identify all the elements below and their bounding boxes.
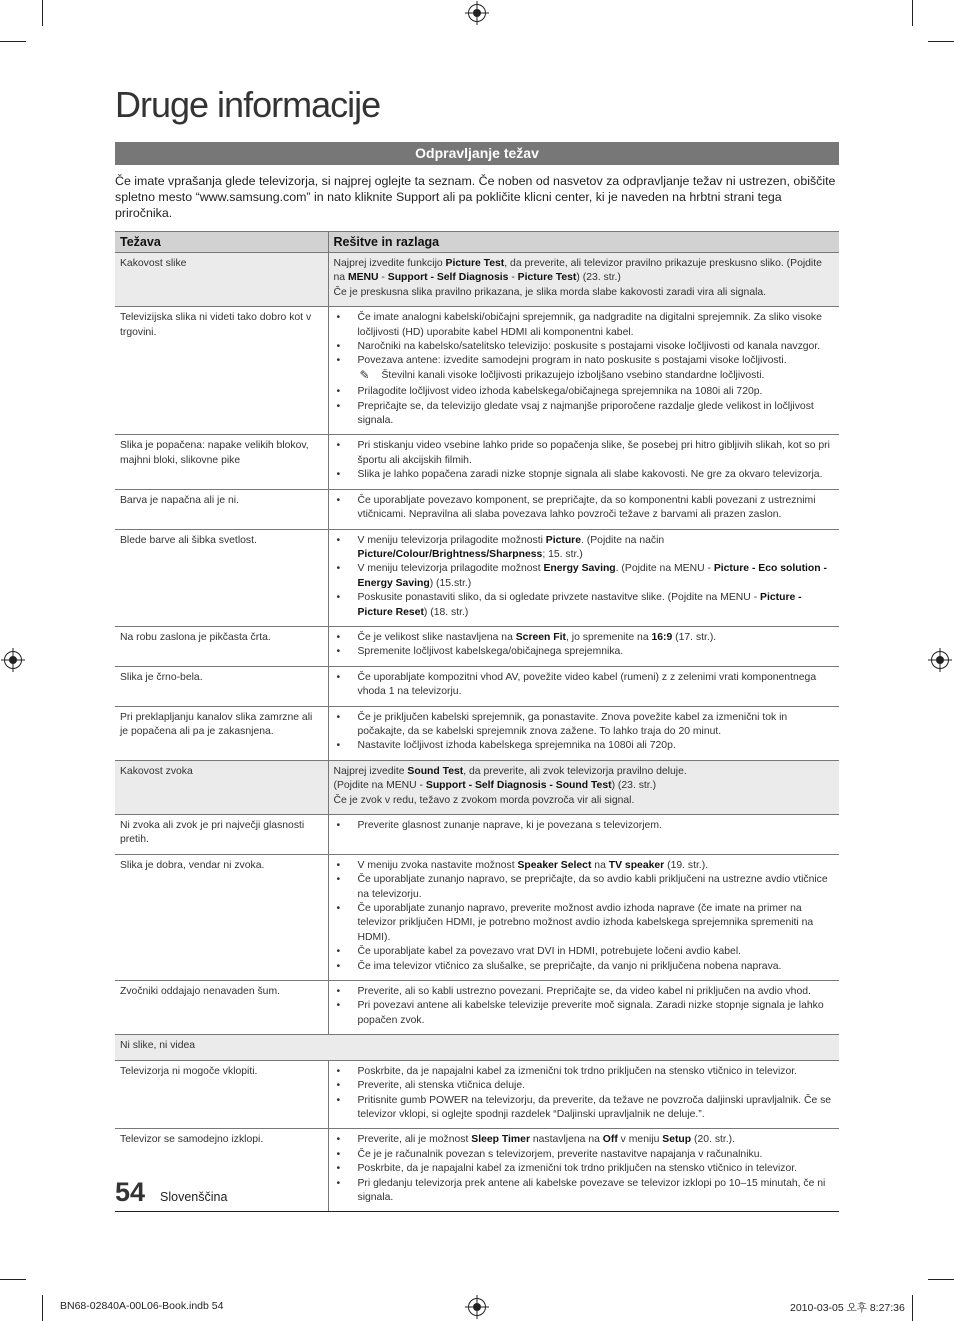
problem-cell: Slika je črno-bela. [115, 666, 328, 706]
registration-mark-icon [931, 651, 949, 669]
list-item: • Prepričajte se, da televizijo gledate vsaj z najmanjše priporočene razdalje glede velikost in ločljivost signala. [358, 400, 835, 429]
page-title: Druge informacije [115, 84, 381, 125]
problem-cell: Televizor se samodejno izklopi. [115, 1129, 328, 1212]
solution-cell [328, 1129, 839, 1212]
list-item: • Preverite, ali je možnost Sleep Timer nastavljena na Off v meniju Setup (20. str.). [358, 1133, 835, 1147]
list-item: • Če uporabljate zunanjo napravo, preverite možnost avdio izhoda naprave (če imate na primer na televizor priključen HDMI, je potrebno možnost avdio izhoda kabelskega sprejemnika spremeniti na HDMI). [358, 902, 835, 945]
list-item: • Poskrbite, da je napajalni kabel za izmenični tok trdno priključen na stensko vtičnico in televizor. [358, 1162, 835, 1176]
problem-cell: Barva je napačna ali je ni. [115, 489, 328, 529]
category-cell: Ni slike, ni videa [115, 1035, 839, 1060]
solution-cell [328, 981, 839, 1035]
troubleshooting-table [115, 231, 839, 1212]
note-pencil-icon: ✎ [359, 367, 370, 382]
list-item: • Preverite, ali stenska vtičnica deluje. [358, 1079, 835, 1093]
list-item: • Prilagodite ločljivost video izhoda kabelskega/običajnega sprejemnika na 1080i ali 720p. [358, 385, 835, 399]
table-row [115, 529, 839, 626]
table-row [115, 307, 839, 435]
solution-cell [328, 626, 839, 666]
list-item: • Če uporabljate kompozitni vhod AV, povežite video kabel (rumeni) z z zelenimi vrati komponentnega vhoda 1 na televizorju. [358, 671, 835, 700]
solution-cell: Najprej izvedite Sound Test, da preverite, ali zvok televizorja pravilno deluje. (Pojdite na MENU - Support - Self Diagnosis - Sound Test) (23. str.) Če je zvok v redu, težavo z zvokom morda povzroča vir ali signal. [328, 760, 839, 814]
footer-timestamp: 2010-03-05 오후 8:27:36 [790, 1302, 905, 1314]
list-item: • Povezava antene: izvedite samodejni program in nato poskusite s postajami visoke ločljivosti. [358, 354, 835, 368]
intro-paragraph: Če imate vprašanja glede televizorja, si najprej oglejte ta seznam. Če noben od nasvetov za odpravljanje težav ni ustrezen, obiščite spletno mesto “www.samsung.com” in nato kliknite Support ali pa pokličite klicni center, ki je naveden na hrbtni strani tega priročnika. [115, 174, 836, 220]
solution-cell [328, 854, 839, 980]
crop-mark [912, 1295, 913, 1321]
problem-cell: Kakovost slike [115, 253, 328, 307]
table-row [115, 253, 839, 307]
list-item: • Če ima televizor vtičnico za slušalke, se prepričajte, da vanjo ni priključena nobena naprava. [358, 960, 835, 974]
table-category-row [115, 1035, 839, 1060]
problem-cell: Na robu zaslona je pikčasta črta. [115, 626, 328, 666]
solution-cell [328, 666, 839, 706]
table-row [115, 706, 839, 760]
solution-cell [328, 815, 839, 855]
table-row [115, 666, 839, 706]
list-item: • Preverite, ali so kabli ustrezno povezani. Prepričajte se, da video kabel ni priključen na avdio vhod. [358, 985, 835, 999]
list-item: • Pri stiskanju video vsebine lahko pride so popačenja slike, še posebej pri hitro gibljivih slikah, kot so pri športu ali akcijskih filmih. [358, 439, 835, 468]
list-item: • Pri povezavi antene ali kabelske televizije preverite moč signala. Zaradi nizke stopnje signala je lahko popačen zvok. [358, 999, 835, 1028]
registration-mark-icon [4, 651, 22, 669]
column-header-problem: Težava [115, 232, 328, 253]
crop-mark [0, 41, 26, 42]
solution-cell [328, 435, 839, 489]
note: ✎ Številni kanali visoke ločljivosti prikazujejo izboljšano vsebino standardne ločljivosti. [359, 367, 765, 382]
column-header-solution: Rešitve in razlaga [328, 232, 839, 253]
table-row [115, 435, 839, 489]
problem-cell: Televizorja ni mogoče vklopiti. [115, 1060, 328, 1129]
table-row [115, 854, 839, 980]
solution-cell: Najprej izvedite funkcijo Picture Test, da preverite, ali televizor pravilno prikazuje preskusno sliko. (Pojdite na MENU - Support - Self Diagnosis - Picture Test) (23. str.) Če je preskusna slika pravilno prikazana, je slika morda slabe kakovosti zaradi vira ali signala. [328, 253, 839, 307]
registration-mark-icon [468, 4, 486, 22]
list-item: • V meniju televizorja prilagodite možnosti Picture. (Pojdite na način Picture/Colour/Brightness/Sharpness; 15. str.) [358, 534, 835, 563]
list-item: • Če je je računalnik povezan s televizorjem, preverite nastavitve napajanja v računalniku. [358, 1148, 835, 1162]
problem-cell: Slika je dobra, vendar ni zvoka. [115, 854, 328, 980]
page-language: Slovenščina [160, 1190, 228, 1204]
problem-cell: Kakovost zvoka [115, 760, 328, 814]
solution-cell [328, 1060, 839, 1129]
solution-cell [328, 706, 839, 760]
table-row [115, 626, 839, 666]
table-row [115, 489, 839, 529]
problem-cell: Zvočniki oddajajo nenavaden šum. [115, 981, 328, 1035]
problem-cell: Slika je popačena: napake velikih blokov, majhni bloki, slikovne pike [115, 435, 328, 489]
list-item: • Slika je lahko popačena zaradi nizke stopnje signala ali slabe kakovosti. Ne gre za okvaro televizorja. [358, 468, 835, 482]
list-item: • Pri gledanju televizorja prek antene ali kabelske povezave se televizor izklopi po 10–15 minutah, če ni signala. [358, 1177, 835, 1206]
crop-mark [42, 1295, 43, 1321]
problem-cell: Televizijska slika ni videti tako dobro kot v trgovini. [115, 307, 328, 435]
list-item: • Če je priključen kabelski sprejemnik, ga ponastavite. Znova povežite kabel za izmenični tok in počakajte, da se kabelski sprejemnik znova zažene. To lahko traja do 20 minut. [358, 711, 835, 740]
problem-cell: Blede barve ali šibka svetlost. [115, 529, 328, 626]
problem-cell: Pri preklapljanju kanalov slika zamrzne ali je popačena ali pa je zakasnjena. [115, 706, 328, 760]
list-item: • Pritisnite gumb POWER na televizorju, da preverite, da težave ne povzroča daljinski upravljalnik. Če se televizor vklopi, si oglejte spodnji razdelek “Daljinski upravljalnik ne deluje.”. [358, 1094, 835, 1123]
registration-mark-icon [468, 1298, 486, 1316]
solution-cell [328, 307, 839, 435]
page-number: 54 [115, 1177, 146, 1207]
table-row [115, 1060, 839, 1129]
list-item: • Nastavite ločljivost izhoda kabelskega sprejemnika na 1080i ali 720p. [358, 739, 835, 753]
list-item: • Če uporabljate zunanjo napravo, se prepričajte, da so avdio kabli priključeni na ustrezne avdio vtičnice na televizorju. [358, 873, 835, 902]
list-item: • V meniju televizorja prilagodite možnost Energy Saving. (Pojdite na MENU - Picture - Eco solution - Energy Saving) (15.str.) [358, 562, 835, 591]
list-item: • V meniju zvoka nastavite možnost Speaker Select na TV speaker (19. str.). [358, 859, 835, 873]
list-item: • Če imate analogni kabelski/običajni sprejemnik, ga nadgradite na digitalni sprejemnik. Za sliko visoke ločljivosti (HD) uporabite kabel HDMI ali komponentni kabel. [358, 311, 835, 340]
section-heading: Odpravljanje težav [115, 142, 839, 165]
list-item: • Naročniki na kabelsko/satelitsko televizijo: poskusite s postajami visoke ločljivosti od kanala navzgor. [358, 340, 835, 354]
crop-mark [928, 41, 954, 42]
list-item: • Poskusite ponastaviti sliko, da si ogledate privzete nastavitve slike. (Pojdite na MENU - Picture - Picture Reset) (18. str.) [358, 591, 835, 620]
footer-filename: BN68-02840A-00L06-Book.indb 54 [60, 1300, 224, 1312]
list-item: • Če je velikost slike nastavljena na Screen Fit, jo spremenite na 16:9 (17. str.). [358, 631, 835, 645]
list-item: • Poskrbite, da je napajalni kabel za izmenični tok trdno priključen na stensko vtičnico in televizor. [358, 1065, 835, 1079]
list-item: • Spremenite ločljivost kabelskega/običajnega sprejemnika. [358, 645, 835, 659]
crop-mark [42, 0, 43, 26]
solution-cell [328, 529, 839, 626]
list-item: • Če uporabljate povezavo komponent, se prepričajte, da so komponentni kabli povezani z ustreznimi vtičnicami. Nepravilna ali slaba povezava lahko povzroči težave z barvami ali prazen zaslon. [358, 494, 835, 523]
crop-mark [0, 1279, 26, 1280]
list-item: • Če uporabljate kabel za povezavo vrat DVI in HDMI, potrebujete ločeni avdio kabel. [358, 945, 835, 959]
list-item: • Preverite glasnost zunanje naprave, ki je povezana s televizorjem. [358, 819, 835, 833]
table-row [115, 815, 839, 855]
table-header-row [115, 232, 839, 253]
crop-mark [912, 0, 913, 26]
solution-cell [328, 489, 839, 529]
table-row [115, 981, 839, 1035]
crop-mark [928, 1279, 954, 1280]
table-row [115, 760, 839, 814]
problem-cell: Ni zvoka ali zvok je pri največji glasnosti pretih. [115, 815, 328, 855]
